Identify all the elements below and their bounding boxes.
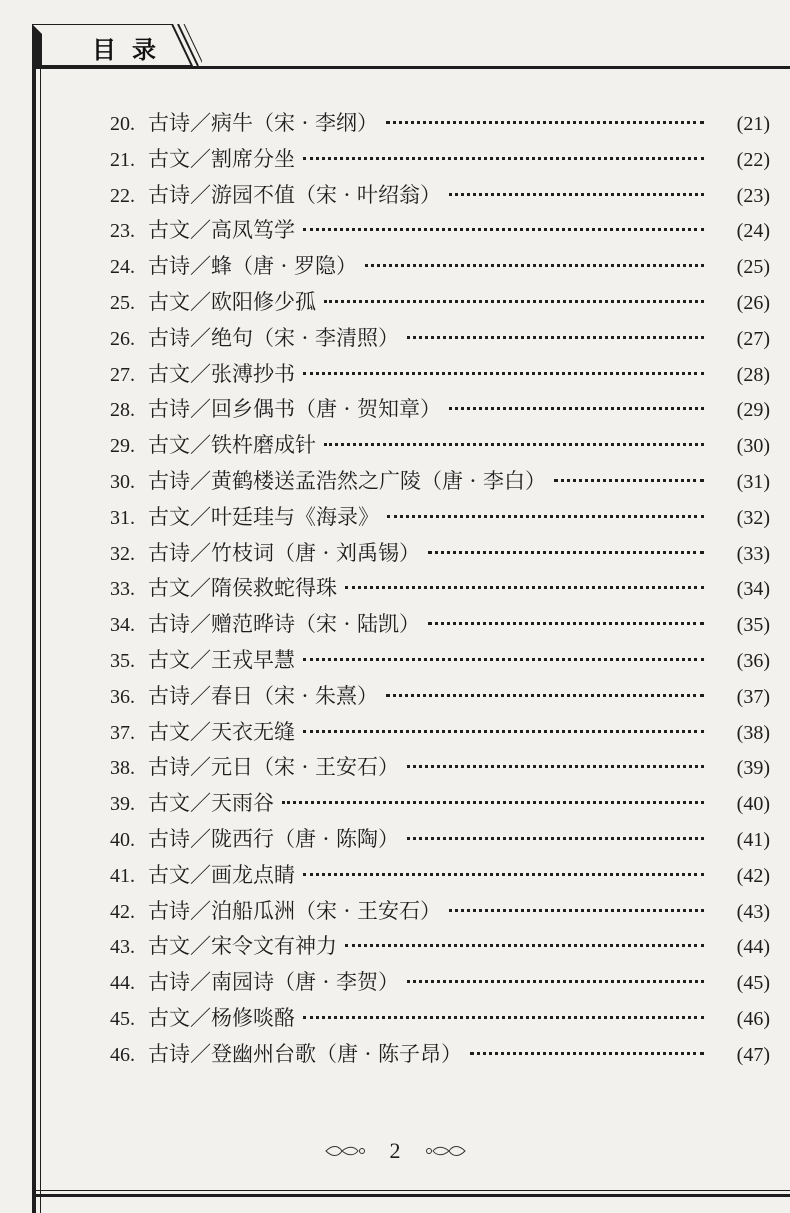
page-footer bbox=[0, 1138, 790, 1164]
toc-entry-title: 古文／高凤笃学 bbox=[148, 218, 295, 243]
toc-entry-title: 古文／天衣无缝 bbox=[148, 719, 295, 744]
toc-entry bbox=[110, 358, 770, 394]
toc-entry-number: 36. bbox=[110, 685, 135, 708]
dot-leader bbox=[303, 872, 704, 876]
toc-entry-number: 45. bbox=[110, 1007, 135, 1030]
toc-entry-number: 35. bbox=[110, 649, 135, 672]
toc-entry-page: (23) bbox=[736, 184, 770, 207]
toc-entry-page: (29) bbox=[736, 399, 770, 422]
toc-entry bbox=[110, 1038, 770, 1074]
dot-leader bbox=[365, 263, 704, 267]
toc-entry-number: 28. bbox=[110, 399, 135, 422]
toc-entry-page: (24) bbox=[736, 220, 770, 243]
toc-entry bbox=[110, 608, 770, 644]
dot-leader bbox=[428, 550, 704, 554]
dot-leader bbox=[449, 406, 704, 410]
toc-entry bbox=[110, 214, 770, 250]
toc-entry-page: (43) bbox=[736, 900, 770, 923]
toc-entry-number: 20. bbox=[110, 113, 135, 135]
toc-entry-title: 古诗／登幽州台歌（唐 · 陈子昂） bbox=[148, 1041, 463, 1066]
toc-entry bbox=[110, 465, 770, 501]
toc-entry-page: (27) bbox=[736, 327, 770, 350]
dot-leader bbox=[428, 621, 704, 625]
dot-leader bbox=[303, 156, 704, 160]
toc-entry-page: (22) bbox=[736, 148, 770, 171]
toc-entry bbox=[110, 966, 770, 1002]
toc-entry-page: (45) bbox=[736, 972, 770, 995]
toc-entry-number: 25. bbox=[110, 291, 135, 314]
toc-entry-page: (30) bbox=[736, 435, 770, 458]
dot-leader bbox=[407, 979, 704, 983]
toc-entry bbox=[110, 930, 770, 966]
dot-leader bbox=[303, 371, 704, 375]
dot-leader bbox=[386, 693, 704, 697]
toc-entry-number: 39. bbox=[110, 793, 135, 816]
toc-entry-page: (38) bbox=[736, 721, 770, 744]
toc-entry-number: 42. bbox=[110, 900, 135, 923]
toc-entry-title: 古诗／回乡偶书（唐 · 贺知章） bbox=[148, 397, 442, 422]
toc-entry-title: 古诗／陇西行（唐 · 陈陶） bbox=[148, 826, 400, 851]
toc-entry bbox=[110, 572, 770, 608]
toc-entry-page: (40) bbox=[736, 793, 770, 816]
toc-entry bbox=[110, 680, 770, 716]
toc-entry-page: (46) bbox=[736, 1007, 770, 1030]
toc-entry-page: (44) bbox=[736, 936, 770, 959]
dot-leader bbox=[449, 908, 704, 912]
toc-entry bbox=[110, 429, 770, 465]
dot-leader bbox=[407, 764, 704, 768]
toc-entry-page: (26) bbox=[736, 291, 770, 314]
toc-entry-page: (41) bbox=[736, 828, 770, 851]
toc-entry-title: 古诗／蜂（唐 · 罗隐） bbox=[148, 254, 358, 279]
toc-entry-title: 古文／王戎早慧 bbox=[148, 647, 295, 672]
toc-entry bbox=[110, 751, 770, 787]
toc-entry-title: 古文／宋令文有神力 bbox=[148, 934, 337, 959]
toc-entry-page: (31) bbox=[736, 470, 770, 493]
toc-entry bbox=[110, 393, 770, 429]
toc-entry-title: 古诗／元日（宋 · 王安石） bbox=[148, 755, 400, 780]
toc-entry-title: 古文／隋侯救蛇得珠 bbox=[148, 576, 337, 601]
toc-entry bbox=[110, 787, 770, 823]
toc-entry bbox=[110, 859, 770, 895]
toc-entry bbox=[110, 716, 770, 752]
toc-entry-number: 30. bbox=[110, 470, 135, 493]
page-frame-left bbox=[32, 24, 36, 1213]
toc-entry-page: (28) bbox=[736, 363, 770, 386]
page-frame-bottom bbox=[32, 1190, 790, 1191]
toc-entry-title: 古文／画龙点睛 bbox=[148, 862, 295, 887]
toc-entry-title: 古诗／南园诗（唐 · 李贺） bbox=[148, 970, 400, 995]
toc-entry-title: 古文／张溥抄书 bbox=[148, 361, 295, 386]
toc-entry-title: 古诗／竹枝词（唐 · 刘禹锡） bbox=[148, 540, 421, 565]
toc-entry bbox=[110, 1002, 770, 1038]
toc-entry-number: 22. bbox=[110, 184, 135, 207]
toc-entry bbox=[110, 143, 770, 179]
toc-entry bbox=[110, 250, 770, 286]
page-number: 2 bbox=[389, 1138, 401, 1163]
toc-entry-number: 26. bbox=[110, 327, 135, 350]
toc-entry-number: 27. bbox=[110, 363, 135, 386]
page-frame-bottom-thick bbox=[32, 1194, 790, 1197]
dot-leader bbox=[407, 335, 704, 339]
toc-entry-number: 24. bbox=[110, 256, 135, 279]
toc-entry-number: 31. bbox=[110, 506, 135, 529]
dot-leader bbox=[324, 299, 704, 303]
toc-entry-number: 23. bbox=[110, 220, 135, 243]
toc-entry bbox=[110, 823, 770, 859]
dot-leader bbox=[303, 227, 704, 231]
toc-entry bbox=[110, 537, 770, 573]
toc-entry bbox=[110, 322, 770, 358]
toc-entry bbox=[110, 895, 770, 931]
dot-leader bbox=[345, 585, 704, 589]
dot-leader bbox=[554, 478, 704, 482]
toc-entry-page: (33) bbox=[736, 542, 770, 565]
toc-entry-number: 32. bbox=[110, 542, 135, 565]
toc-entry-page: (39) bbox=[736, 757, 770, 780]
toc-entry bbox=[110, 644, 770, 680]
toc-entry-number: 41. bbox=[110, 864, 135, 887]
dot-leader bbox=[387, 514, 704, 518]
dot-leader bbox=[470, 1051, 704, 1055]
dot-leader bbox=[345, 943, 704, 947]
toc-entry-title: 古诗／病牛（宋 · 李纲） bbox=[148, 111, 379, 135]
dot-leader bbox=[303, 729, 704, 733]
dot-leader bbox=[386, 120, 704, 124]
toc-entry-title: 古诗／绝句（宋 · 李清照） bbox=[148, 325, 400, 350]
dot-leader bbox=[449, 192, 704, 196]
toc-entry-title: 古诗／游园不值（宋 · 叶绍翁） bbox=[148, 182, 442, 207]
toc-entry-number: 38. bbox=[110, 757, 135, 780]
toc-entry bbox=[110, 179, 770, 215]
toc-entry-number: 43. bbox=[110, 936, 135, 959]
toc-entry-title: 古文／铁杵磨成针 bbox=[148, 433, 316, 458]
dot-leader bbox=[303, 1015, 704, 1019]
toc-entry-page: (42) bbox=[736, 864, 770, 887]
toc-entry bbox=[110, 501, 770, 537]
toc-entry-title: 古诗／黄鹤楼送孟浩然之广陵（唐 · 李白） bbox=[148, 468, 547, 493]
toc-entry-page: (36) bbox=[736, 649, 770, 672]
toc-entry-page: (25) bbox=[736, 256, 770, 279]
dot-leader bbox=[303, 657, 704, 661]
toc-entry-title: 古文／天雨谷 bbox=[148, 791, 274, 816]
page-frame-left-inner bbox=[40, 66, 41, 1213]
toc-entry-number: 21. bbox=[110, 148, 135, 171]
toc-entry-number: 46. bbox=[110, 1043, 135, 1066]
table-of-contents bbox=[110, 107, 770, 1074]
toc-entry-title: 古诗／泊船瓜洲（宋 · 王安石） bbox=[148, 898, 442, 923]
toc-entry bbox=[110, 107, 770, 143]
toc-entry-title: 古文／杨修啖酪 bbox=[148, 1005, 295, 1030]
toc-entry-title: 古文／欧阳修少孤 bbox=[148, 289, 316, 314]
toc-entry-page: (37) bbox=[736, 685, 770, 708]
toc-entry-number: 34. bbox=[110, 614, 135, 637]
dot-leader bbox=[282, 800, 704, 804]
toc-entry bbox=[110, 286, 770, 322]
floral-ornament-icon bbox=[423, 1144, 467, 1158]
toc-entry-title: 古诗／春日（宋 · 朱熹） bbox=[148, 683, 379, 708]
toc-entry-page: (35) bbox=[736, 614, 770, 637]
toc-entry-number: 37. bbox=[110, 721, 135, 744]
toc-entry-page: (34) bbox=[736, 578, 770, 601]
toc-entry-title: 古文／叶廷珪与《海录》 bbox=[148, 504, 379, 529]
toc-entry-page: (47) bbox=[736, 1043, 770, 1066]
toc-entry-number: 29. bbox=[110, 435, 135, 458]
toc-entry-page: (32) bbox=[736, 506, 770, 529]
toc-entry-number: 33. bbox=[110, 578, 135, 601]
toc-entry-title: 古文／割席分坐 bbox=[148, 146, 295, 171]
toc-entry-number: 40. bbox=[110, 828, 135, 851]
page-title: 目录 bbox=[92, 36, 172, 64]
toc-entry-number: 44. bbox=[110, 972, 135, 995]
toc-entry-page: (21) bbox=[736, 113, 770, 135]
floral-ornament-icon bbox=[324, 1144, 368, 1158]
section-header-tab bbox=[32, 24, 182, 66]
dot-leader bbox=[324, 442, 704, 446]
toc-entry-title: 古诗／赠范晔诗（宋 · 陆凯） bbox=[148, 612, 421, 637]
dot-leader bbox=[407, 836, 704, 840]
